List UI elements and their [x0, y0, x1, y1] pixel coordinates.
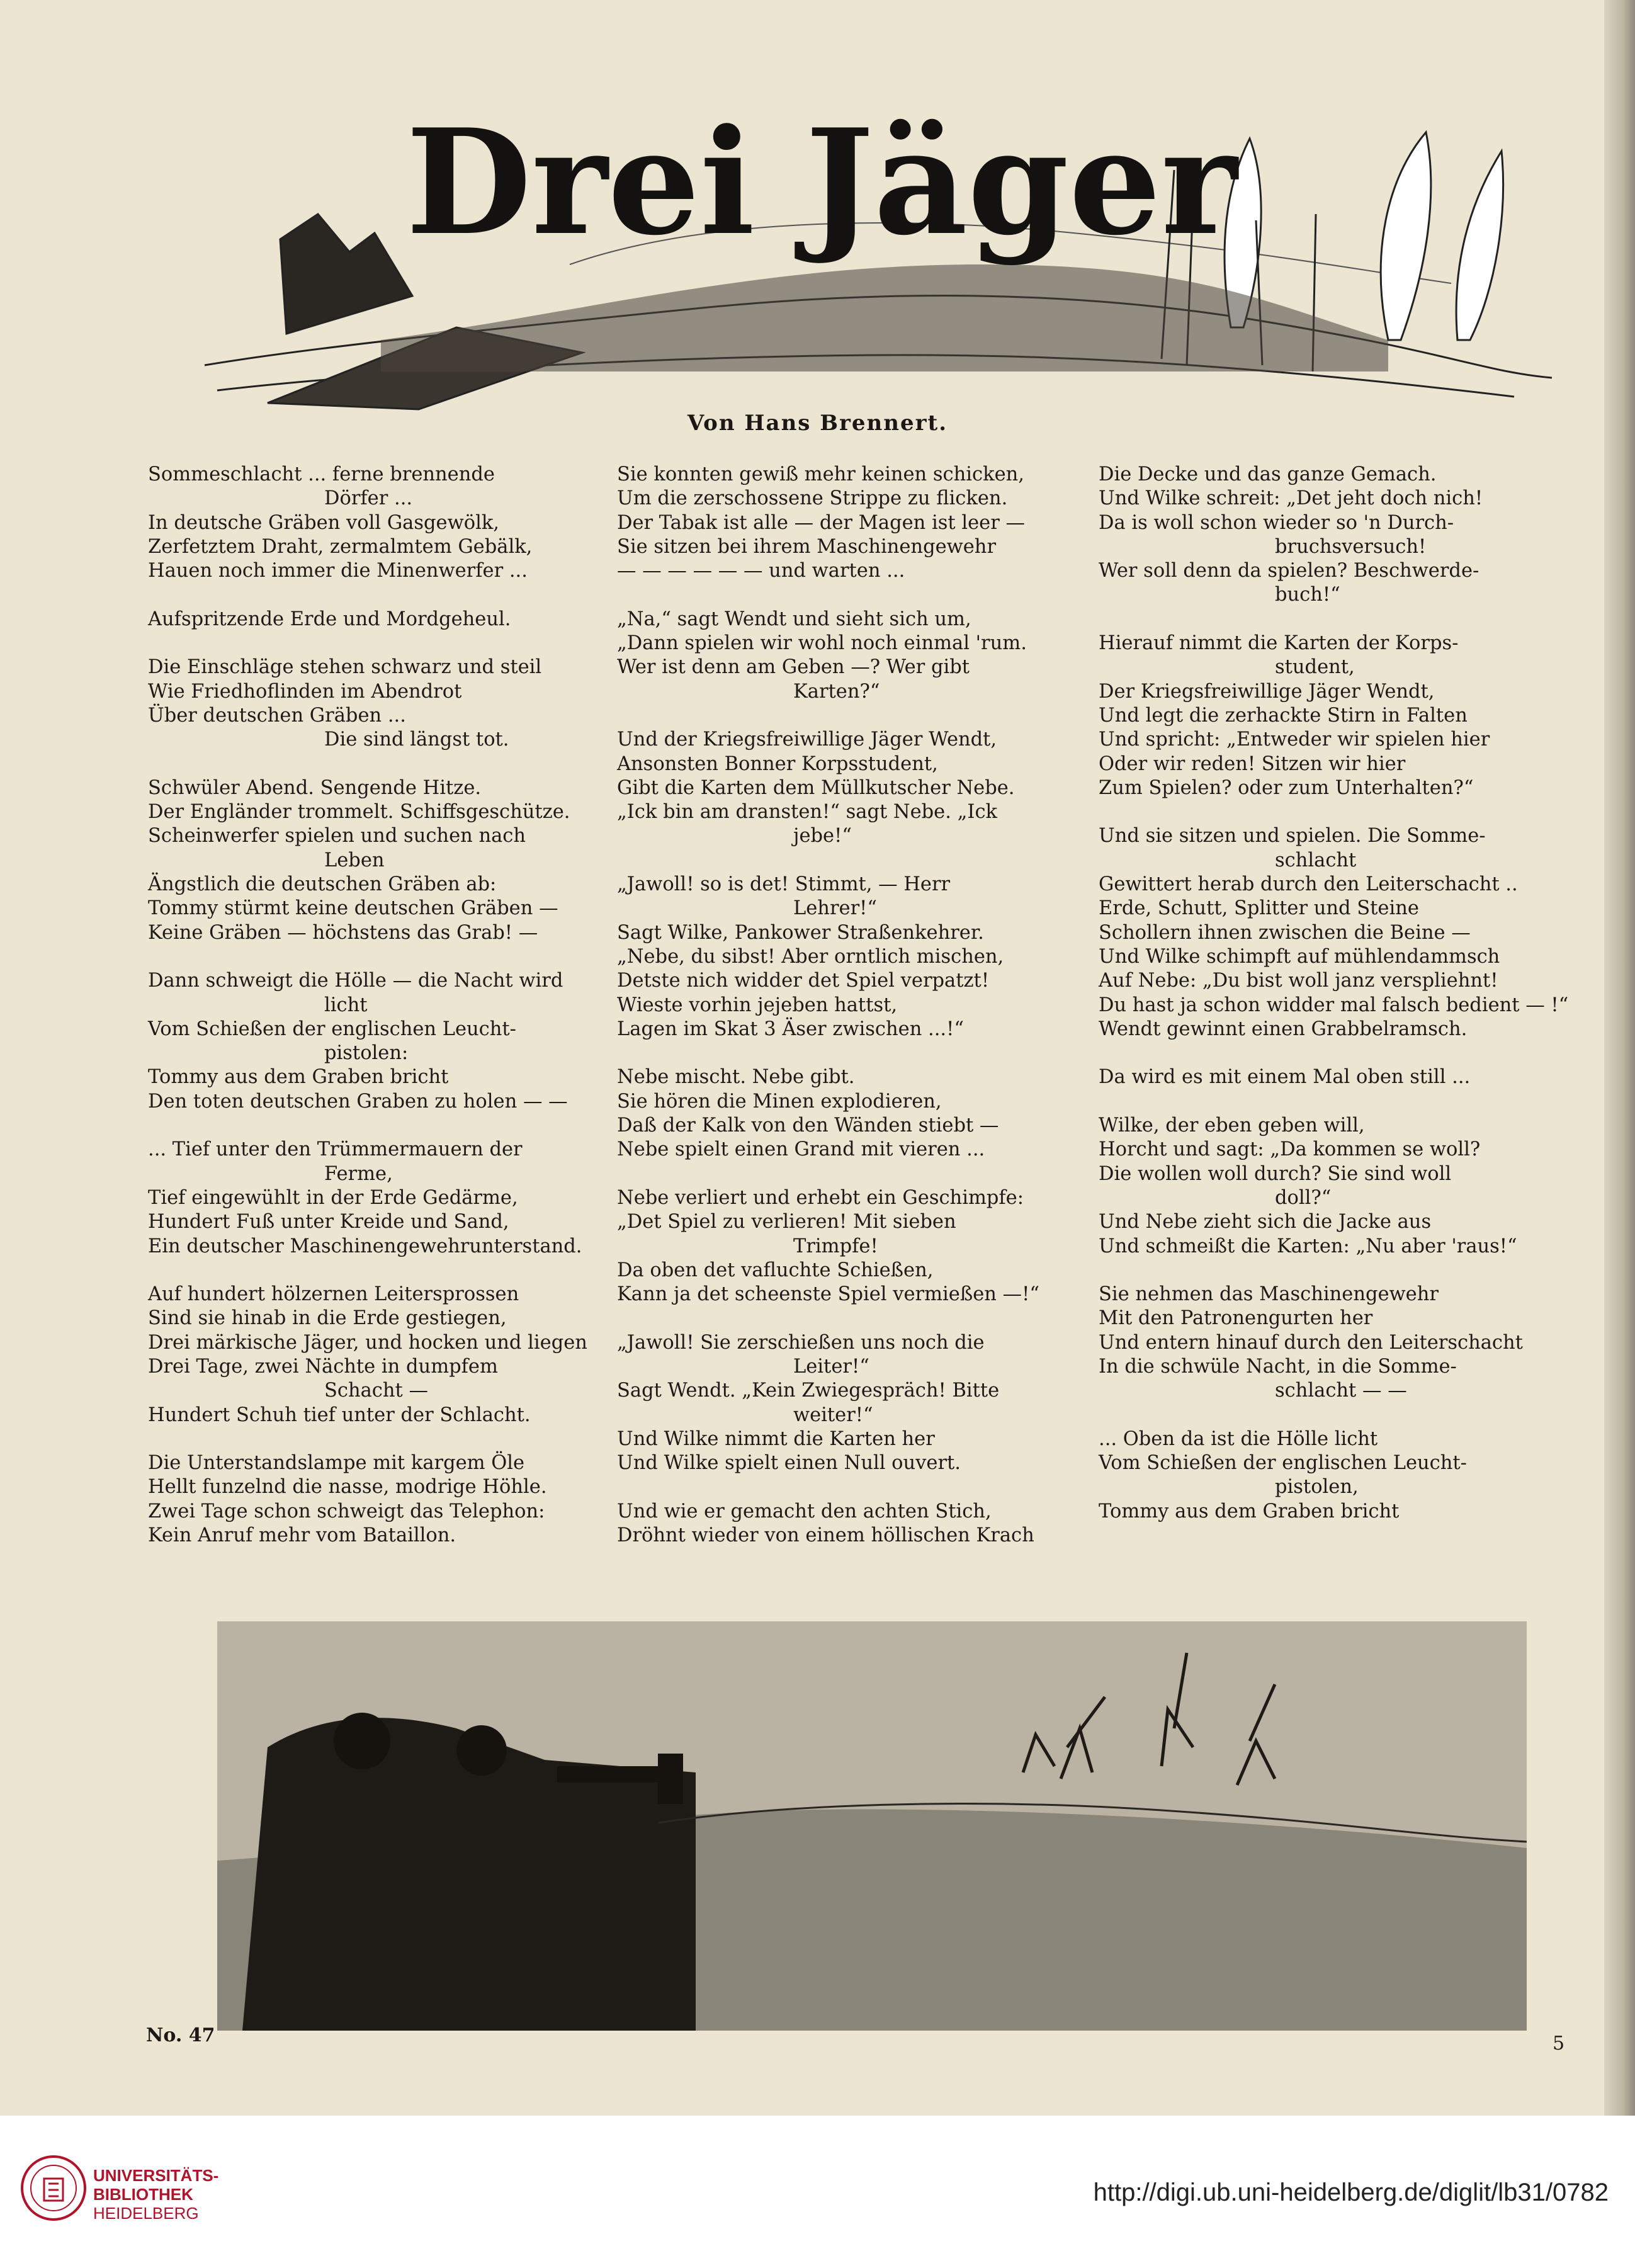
verse-line: Leiter!“: [793, 1355, 869, 1378]
verse-line: Über deutschen Gräben ...: [148, 704, 406, 727]
verse-line: Die Unterstandslampe mit kargem Öle: [148, 1452, 525, 1475]
verse-line: Auf hundert hölzernen Leitersprossen: [148, 1283, 519, 1306]
stanza-gap: [1099, 1259, 1564, 1283]
verse-line: Sie sitzen bei ihrem Maschinengewehr: [617, 535, 997, 558]
stanza-gap: [617, 849, 1083, 873]
verse-line: Drei Tage, zwei Nächte in dumpfem: [148, 1355, 498, 1378]
verse-line: Horcht und sagt: „Da kommen se woll?: [1099, 1138, 1481, 1161]
verse-line: Den toten deutschen Graben zu holen — —: [148, 1090, 568, 1113]
verse-line: doll?“: [1275, 1186, 1332, 1209]
verse-line: Die Decke und das ganze Gemach.: [1099, 463, 1437, 485]
verse-line: Hierauf nimmt die Karten der Korps-: [1099, 632, 1459, 655]
verse-line: Ängstlich die deutschen Gräben ab:: [148, 873, 497, 896]
verse-line: Schollern ihnen zwischen die Beine —: [1099, 921, 1471, 944]
stanza-gap: [148, 945, 614, 969]
verse-line: Wer soll denn da spielen? Beschwerde-: [1099, 560, 1479, 582]
verse-line: Und Wilke nimmt die Karten her: [617, 1427, 935, 1450]
verse-line: Tief eingewühlt in der Erde Gedärme,: [148, 1186, 518, 1209]
verse-line: „Nebe, du sibst! Aber orntlich mischen,: [617, 945, 1004, 968]
author-byline: Von Hans Brennert.: [687, 411, 948, 436]
verse-line: In die schwüle Nacht, in die Somme-: [1099, 1355, 1457, 1378]
verse-line: Wilke, der eben geben will,: [1099, 1114, 1365, 1137]
verse-line: „Jawoll! so is det! Stimmt, — Herr: [617, 873, 951, 896]
stanza-gap: [148, 1427, 614, 1451]
library-line-1: UNIVERSITÄTS-: [93, 2166, 219, 2185]
library-line-2: BIBLIOTHEK: [93, 2185, 193, 2204]
verse-line: Daß der Kalk von den Wänden stiebt —: [617, 1114, 999, 1137]
verse-line: Wer ist denn am Geben —? Wer gibt: [617, 656, 970, 679]
verse-line: Mit den Patronengurten her: [1099, 1307, 1373, 1330]
title-text: Drei Jäger: [405, 98, 1238, 268]
verse-line: Tommy stürmt keine deutschen Gräben —: [148, 897, 558, 920]
stanza-gap: [1099, 1090, 1564, 1114]
verse-line: Und legt die zerhackte Stirn in Falten: [1099, 704, 1468, 727]
stanza-gap: [148, 1114, 614, 1138]
verse-line: Scheinwerfer spielen und suchen nach: [148, 825, 526, 848]
verse-line: Hellt funzelnd die nasse, modrige Höhle.: [148, 1476, 547, 1499]
verse-line: Da oben det vafluchte Schießen,: [617, 1259, 934, 1281]
stanza-gap: [617, 704, 1083, 728]
verse-line: „Det Spiel zu verlieren! Mit sieben: [617, 1211, 956, 1233]
verse-line: Die sind längst tot.: [324, 729, 509, 751]
university-seal-icon: [19, 2153, 88, 2223]
verse-line: Nebe spielt einen Grand mit vieren ...: [617, 1138, 985, 1161]
verse-line: Zum Spielen? oder zum Unterhalten?“: [1099, 776, 1474, 799]
verse-line: Wendt gewinnt einen Grabbelramsch.: [1099, 1018, 1468, 1040]
verse-line: „Ick bin am dransten!“ sagt Nebe. „Ick: [617, 801, 998, 824]
verse-line: Vom Schießen der englischen Leucht-: [1099, 1452, 1467, 1475]
verse-line: Und schmeißt die Karten: „Nu aber 'raus!“: [1099, 1235, 1517, 1257]
stanza-gap: [617, 583, 1083, 607]
verse-line: Keine Gräben — höchstens das Grab! —: [148, 921, 538, 944]
verse-line: Und Wilke schreit: „Det jeht doch nich!: [1099, 487, 1483, 510]
verse-line: Und Wilke spielt einen Null ouvert.: [617, 1452, 961, 1475]
verse-line: Und entern hinauf durch den Leiterschacht: [1099, 1331, 1523, 1354]
verse-line: Sind sie hinab in die Erde gestiegen,: [148, 1307, 507, 1330]
verse-line: Um die zerschossene Strippe zu flicken.: [617, 487, 1008, 510]
issue-number: No. 47: [146, 2024, 215, 2046]
stanza-gap: [148, 1259, 614, 1283]
library-name: [93, 2166, 218, 2223]
verse-line: Lehrer!“: [793, 897, 878, 920]
stanza-gap: [617, 1041, 1083, 1065]
verse-line: Auf Nebe: „Du bist woll janz verspliehnt!: [1099, 970, 1498, 992]
verse-line: Kein Anruf mehr vom Bataillon.: [148, 1524, 456, 1547]
verse-line: Dann schweigt die Hölle — die Nacht wird: [148, 970, 563, 992]
source-url-link[interactable]: http://digi.ub.uni-heidelberg.de/diglit/lb31/0782: [1093, 2179, 1609, 2206]
page-number: 5: [1553, 2033, 1565, 2055]
verse-line: Kann ja det scheenste Spiel vermießen —!“: [617, 1283, 1039, 1306]
verse-line: buch!“: [1275, 584, 1340, 606]
verse-line: Wieste vorhin jejeben hattst,: [617, 994, 898, 1016]
stanza-gap: [1099, 1041, 1564, 1065]
verse-line: Der Tabak ist alle — der Magen ist leer —: [617, 511, 1025, 534]
verse-line: Sie konnten gewiß mehr keinen schicken,: [617, 463, 1024, 485]
stanza-gap: [148, 583, 614, 607]
verse-line: Aufspritzende Erde und Mordgeheul.: [148, 608, 511, 630]
stanza-gap: [148, 752, 614, 776]
verse-line: Trimpfe!: [793, 1235, 878, 1257]
verse-line: Und spricht: „Entweder wir spielen hier: [1099, 729, 1490, 751]
verse-line: Und der Kriegsfreiwillige Jäger Wendt,: [617, 729, 997, 751]
verse-line: Zerfetztem Draht, zermalmtem Gebälk,: [148, 535, 533, 558]
verse-line: licht: [324, 994, 368, 1016]
trench-illustration: [217, 1621, 1527, 2031]
verse-line: pistolen:: [324, 1042, 409, 1065]
verse-line: Sagt Wendt. „Kein Zwiegespräch! Bitte: [617, 1380, 1000, 1402]
verse-line: Der Kriegsfreiwillige Jäger Wendt,: [1099, 680, 1435, 703]
verse-line: pistolen,: [1275, 1476, 1359, 1499]
verse-line: weiter!“: [793, 1403, 873, 1426]
verse-line: „Dann spielen wir wohl noch einmal 'rum.: [617, 632, 1027, 655]
verse-line: „Na,“ sagt Wendt und sieht sich um,: [617, 608, 971, 630]
stanza-gap: [617, 1475, 1083, 1499]
verse-line: Gewittert herab durch den Leiterschacht ..: [1099, 873, 1518, 896]
stanza-gap: [1099, 608, 1564, 632]
verse-line: schlacht: [1275, 849, 1357, 871]
verse-line: student,: [1275, 656, 1355, 679]
page-edge: [1604, 0, 1635, 2116]
stanza-gap: [1099, 800, 1564, 824]
text-column-3: [1099, 463, 1569, 1524]
stanza-gap: [617, 1307, 1083, 1330]
verse-line: Sie hören die Minen explodieren,: [617, 1090, 942, 1113]
verse-line: Erde, Schutt, Splitter und Steine: [1099, 897, 1419, 920]
library-line-3: HEIDELBERG: [93, 2204, 199, 2223]
verse-line: schlacht — —: [1275, 1380, 1407, 1402]
verse-line: ... Tief unter den Trümmermauern der: [148, 1138, 523, 1161]
verse-line: Ferme,: [324, 1162, 393, 1185]
verse-line: Sommeschlacht ... ferne brennende: [148, 463, 495, 485]
verse-line: Die Einschläge stehen schwarz und steil: [148, 656, 542, 679]
verse-line: Die wollen woll durch? Sie sind woll: [1099, 1162, 1452, 1185]
verse-line: Dröhnt wieder von einem höllischen Krach: [617, 1524, 1034, 1547]
verse-line: ... Oben da ist die Hölle licht: [1099, 1427, 1378, 1450]
verse-line: „Jawoll! Sie zerschießen uns noch die: [617, 1331, 985, 1354]
verse-line: Lagen im Skat 3 Äser zwischen ...!“: [617, 1018, 964, 1040]
header-illustration: [192, 76, 1558, 416]
verse-line: Und Nebe zieht sich die Jacke aus: [1099, 1211, 1432, 1233]
text-column-1: [148, 463, 614, 1548]
verse-line: Tommy aus dem Graben bricht: [1099, 1500, 1400, 1522]
verse-line: Da is woll schon wieder so 'n Durch-: [1099, 511, 1454, 534]
verse-line: Vom Schießen der englischen Leucht-: [148, 1018, 516, 1040]
verse-line: Ein deutscher Maschinengewehrunterstand.: [148, 1235, 582, 1257]
verse-line: Schacht —: [324, 1380, 428, 1402]
verse-line: — — — — — — und warten ...: [617, 560, 905, 582]
verse-line: Und sie sitzen und spielen. Die Somme-: [1099, 825, 1486, 848]
verse-line: Nebe verliert und erhebt ein Geschimpfe:: [617, 1186, 1024, 1209]
verse-line: Gibt die Karten dem Müllkutscher Nebe.: [617, 776, 1015, 799]
stanza-gap: [1099, 1403, 1564, 1427]
verse-line: Hundert Schuh tief unter der Schlacht.: [148, 1403, 531, 1426]
verse-line: Drei märkische Jäger, und hocken und liegen: [148, 1331, 587, 1354]
verse-line: Ansonsten Bonner Korpsstudent,: [617, 752, 938, 775]
verse-line: Dörfer ...: [324, 487, 413, 510]
verse-line: jebe!“: [793, 825, 852, 848]
verse-line: Zwei Tage schon schweigt das Telephon:: [148, 1500, 545, 1522]
verse-line: Hauen noch immer die Minenwerfer ...: [148, 560, 528, 582]
verse-line: Und wie er gemacht den achten Stich,: [617, 1500, 992, 1522]
verse-line: bruchsversuch!: [1275, 535, 1427, 558]
verse-line: Der Engländer trommelt. Schiffsgeschütze.: [148, 801, 570, 824]
stanza-gap: [148, 632, 614, 655]
verse-line: Oder wir reden! Sitzen wir hier: [1099, 752, 1406, 775]
verse-line: Da wird es mit einem Mal oben still ...: [1099, 1066, 1471, 1089]
verse-line: Sagt Wilke, Pankower Straßenkehrer.: [617, 921, 984, 944]
stanza-gap: [617, 1162, 1083, 1186]
verse-line: Tommy aus dem Graben bricht: [148, 1066, 449, 1089]
verse-line: Karten?“: [793, 680, 880, 703]
verse-line: Du hast ja schon widder mal falsch bedient — !“: [1099, 994, 1569, 1016]
text-column-2: [617, 463, 1083, 1548]
verse-line: Sie nehmen das Maschinengewehr: [1099, 1283, 1439, 1306]
verse-line: Nebe mischt. Nebe gibt.: [617, 1066, 855, 1089]
verse-line: Hundert Fuß unter Kreide und Sand,: [148, 1211, 509, 1233]
verse-line: Wie Friedhoflinden im Abendrot: [148, 680, 462, 703]
verse-line: Schwüler Abend. Sengende Hitze.: [148, 776, 482, 799]
verse-line: Leben: [324, 849, 385, 871]
verse-line: Detste nich widder det Spiel verpatzt!: [617, 970, 990, 992]
verse-line: In deutsche Gräben voll Gasgewölk,: [148, 511, 499, 534]
verse-line: Und Wilke schimpft auf mühlendammsch: [1099, 945, 1500, 968]
